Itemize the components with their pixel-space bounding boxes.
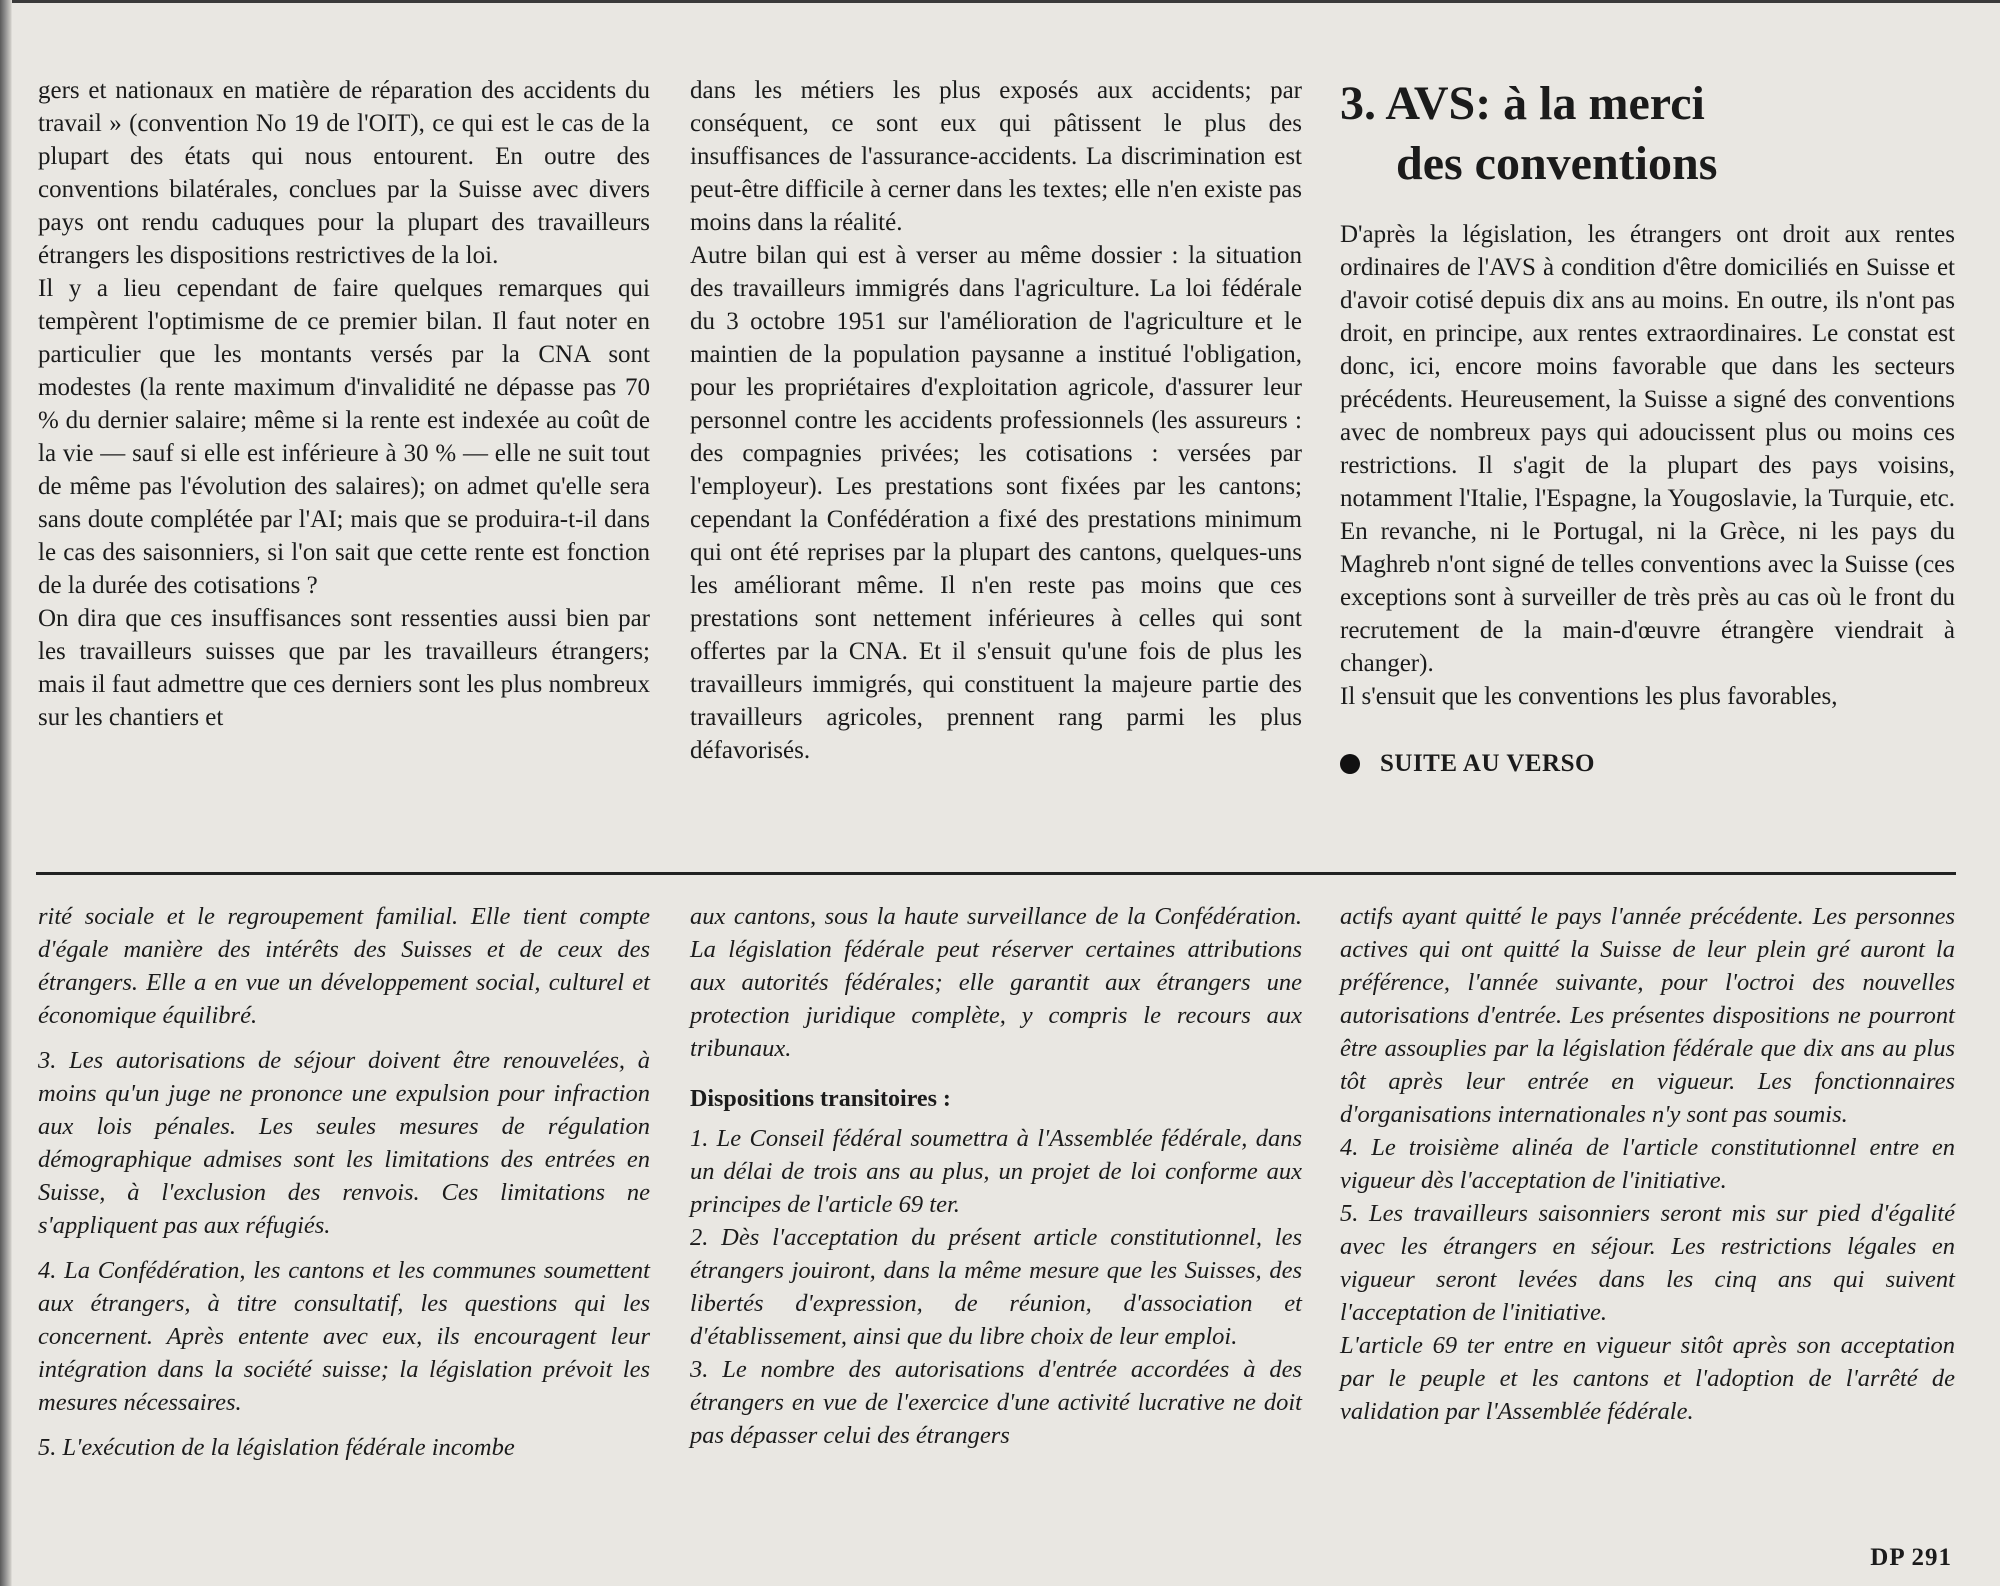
paragraph: dans les métiers les plus exposés aux accidents; par conséquent, ce sont eux qui pâtissent le plus des insuffisances de l'assurance-accidents. La discrimination est peut-être difficile à cerner dans les textes; elle n'en existe pas moins dans la réalité. <box>690 77 1302 236</box>
transitional-provisions-heading: Dispositions transitoires : <box>690 1086 951 1112</box>
section-title-line-1: 3. AVS: à la merci <box>1340 77 1705 130</box>
lower-initiative-text <box>0 900 2000 1540</box>
page-top-edge <box>0 0 2000 3</box>
list-item: 2. Dès l'acceptation du présent article constitutionnel, les étrangers jouiront, dans la même mesure que les Suisses, des libertés d'expression, de réunion, d'association et d'établissement, ainsi que du libre choix de leur emploi. <box>690 1224 1302 1350</box>
paragraph: D'après la législation, les étrangers ont droit aux rentes ordinaires de l'AVS à condition d'être domiciliés en Suisse et d'avoir cotisé depuis dix ans au moins. En outre, ils n'ont pas droit, en principe, aux rentes extraordinaires. Le constat est donc, ici, encore moins favorable que dans les secteurs précédents. Heureusement, la Suisse a signé des conventions avec de nombreux pays qui adoucissent plus ou moins ces restrictions. Il s'agit de la plupart des pays voisins, notamment l'Italie, l'Espagne, la Yougoslavie, la Turquie, etc. En revanche, ni le Portugal, ni la Grèce, ni les pays du Maghreb n'ont signé de telles conventions avec la Suisse (ces exceptions sont à surveiller de très près au cas où le front du recrutement de la main-d'œuvre étrangère viendrait à changer). <box>1340 221 1955 677</box>
lower-column-1 <box>38 900 650 1464</box>
list-item: 3. Le nombre des autorisations d'entrée accordées à des étrangers en vue de l'exercice d'une activité lucrative ne doit pas dépasser celui des étrangers <box>690 1356 1302 1449</box>
paragraph: aux cantons, sous la haute surveillance de la Confédération. La législation fédérale peut réserver certaines attributions aux autorités fédérales; elle garantit aux étrangers une protection juridique complète, y compris le recours aux tribunaux. <box>690 903 1302 1062</box>
paragraph: Autre bilan qui est à verser au même dossier : la situation des travailleurs immigrés dans l'agriculture. La loi fédérale du 3 octobre 1951 sur l'amélioration de l'agriculture et le maintien de la population paysanne a institué l'obligation, pour les propriétaires d'exploitation agricole, d'assurer leur personnel contre les accidents professionnels (les assureurs : des compagnies privées; les cotisations : versées par l'employeur). Les prestations sont fixées par les cantons; cependant la Confédération a fixé des prestations minimum qui ont été reprises par la plupart des cantons, quelques-uns les améliorant même. Il n'en reste pas moins que ces prestations sont nettement inférieures à celles qui sont offertes par la CNA. Et il s'ensuit qu'une fois de plus les travailleurs immigrés, qui constituent la majeure partie des travailleurs agricoles, prennent rang parmi les plus défavorisés. <box>690 242 1302 764</box>
section-title <box>1340 74 1955 194</box>
lower-column-2 <box>690 900 1302 1452</box>
bullet-icon <box>1340 754 1360 774</box>
lower-column-3 <box>1340 900 1955 1428</box>
continued-label: SUITE AU VERSO <box>1380 750 1595 777</box>
section-divider <box>36 872 1956 875</box>
paragraph: Il y a lieu cependant de faire quelques remarques qui tempèrent l'optimisme de ce premier bilan. Il faut noter en particulier que les montants versés par la CNA sont modestes (la rente maximum d'invalidité ne dépasse pas 70 % du dernier salaire; même si la rente est indexée au coût de la vie — sauf si elle est inférieure à 30 % — elle ne suit tout de même pas l'évolution des salaires); on admet qu'elle sera sans doute complétée par l'AI; mais que se produira-t-il dans le cas des saisonniers, si l'on sait que cette rente est fonction de la durée des cotisations ? <box>38 275 650 599</box>
paragraph: gers et nationaux en matière de réparation des accidents du travail » (convention No 19 de l'OIT), ce qui est le cas de la plupart des états qui nous entourent. En outre des conventions bilatérales, conclues par la Suisse avec divers pays ont rendu caduques pour la plupart des travailleurs étrangers les dispositions restrictives de la loi. <box>38 77 650 269</box>
upper-article <box>0 74 2000 844</box>
paragraph: 5. L'exécution de la législation fédérale incombe <box>38 1434 515 1461</box>
paragraph: actifs ayant quitté le pays l'année précédente. Les personnes actives qui ont quitté la Suisse de leur plein gré auront la préférence, l'année suivante, pour l'octroi des nouvelles autorisations d'entrée. Les présentes dispositions ne pourront être assouplies par la législation fédérale que dix ans au plus tôt après leur entrée en vigueur. Les fonctionnaires d'organisations internationales n'y sont pas soumis. <box>1340 903 1955 1128</box>
paragraph: rité sociale et le regroupement familial. Elle tient compte d'égale manière des intérêts des Suisses et de ceux des étrangers. Elle a en vue un développement social, culturel et économique équilibré. <box>38 903 650 1029</box>
section-title-line-2: des conventions <box>1396 137 1718 190</box>
paragraph: On dira que ces insuffisances sont ressenties aussi bien par les travailleurs suisses que par les travailleurs étrangers; mais il faut admettre que ces derniers sont les plus nombreux sur les chantiers et <box>38 605 650 731</box>
continued-notice <box>1340 747 1955 780</box>
paragraph: 5. Les travailleurs saisonniers seront mis sur pied d'égalité avec les étrangers en séjour. Les restrictions légales en vigueur seront levées dans les cinq ans qui suivent l'acceptation de l'initiative. <box>1340 1200 1955 1326</box>
paragraph: 3. Les autorisations de séjour doivent être renouvelées, à moins qu'un juge ne prononce une expulsion pour infraction aux lois pénales. Les seules mesures de régulation démographique admises sont les limitations des entrées en Suisse, à l'exclusion des renvois. Ces limitations ne s'appliquent pas aux réfugiés. <box>38 1047 650 1239</box>
page-number: DP 291 <box>1870 1544 1952 1571</box>
upper-column-1 <box>38 74 650 734</box>
upper-column-2 <box>690 74 1302 767</box>
list-item: 1. Le Conseil fédéral soumettra à l'Assemblée fédérale, dans un délai de trois ans au plus, un projet de loi conforme aux principes de l'article 69 ter. <box>690 1125 1302 1218</box>
paragraph: 4. La Confédération, les cantons et les communes soumettent aux étrangers, à titre consultatif, les questions qui les concernent. Après entente avec eux, ils encouragent leur intégration dans la société suisse; la législation prévoit les mesures nécessaires. <box>38 1257 650 1416</box>
upper-column-3 <box>1340 74 1955 780</box>
paragraph: Il s'ensuit que les conventions les plus favorables, <box>1340 683 1838 710</box>
paragraph: 4. Le troisième alinéa de l'article constitutionnel entre en vigueur dès l'acceptation de l'initiative. <box>1340 1134 1955 1194</box>
paragraph: L'article 69 ter entre en vigueur sitôt après son acceptation par le peuple et les cantons et l'adoption de l'arrêté de validation par l'Assemblée fédérale. <box>1340 1332 1955 1425</box>
